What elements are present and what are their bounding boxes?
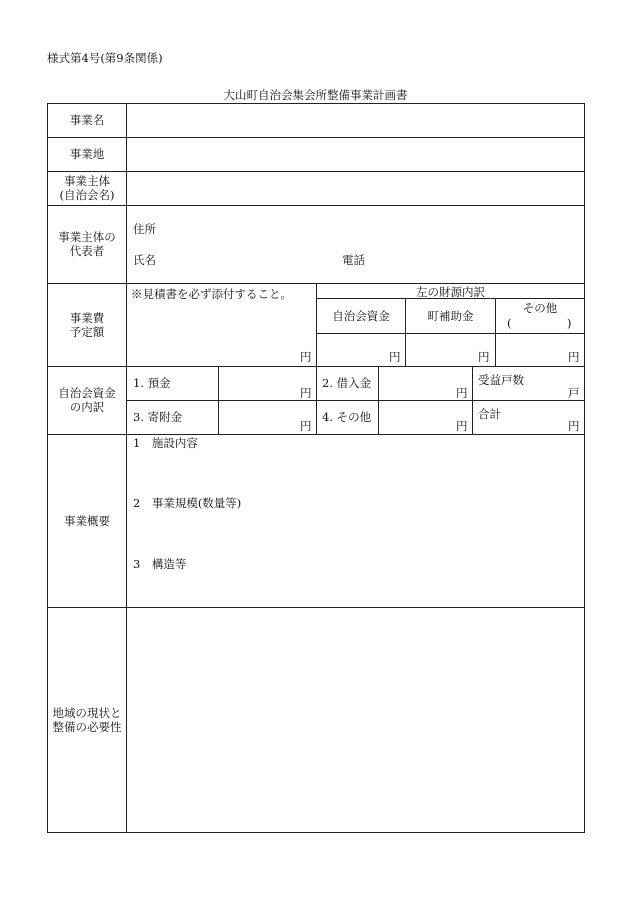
label-need-2: 整備の必要性 [52,720,122,734]
col-self-funds: 自治会資金 [332,309,390,323]
label-cost-1: 事業費 [69,311,105,325]
label-funds-1: 自治会資金 [58,386,116,400]
breakdown-header: 左の財源内訳 [416,285,485,299]
funds-donation: 3. 寄附金 [133,410,183,424]
borrowing-yen: 円 [456,386,468,400]
label-entity-2: (自治会名) [59,188,115,202]
donation-yen: 円 [300,419,312,433]
address-label: 住所 [133,222,156,236]
label-project-name: 事業名 [69,113,105,127]
name-label: 氏名 [133,253,156,267]
label-project-site: 事業地 [69,147,105,161]
households-label: 受益戸数 [478,373,524,387]
households-unit: 戸 [568,386,580,400]
label-representative-1: 事業主体の [58,230,116,244]
phone-label: 電話 [342,253,365,267]
overview-item-scale: 2 事業規模(数量等) [133,496,242,510]
label-cost-2: 予定額 [69,325,105,339]
funds-borrowing: 2. 借入金 [322,376,372,390]
entity-name-field[interactable] [127,172,584,205]
total-label: 合計 [478,407,501,421]
cost-total-yen: 円 [300,350,312,364]
col-other-paren-open: ( [507,316,512,330]
label-overview: 事業概要 [64,514,110,528]
overview-item-facility: 1 施設内容 [133,436,198,450]
project-name-field[interactable] [127,104,584,137]
label-entity-1: 事業主体 [64,174,110,188]
col-other-paren-close: ) [567,316,572,330]
form-id: 様式第4号(第9条関係) [47,51,163,65]
deposit-yen: 円 [300,386,312,400]
project-site-field[interactable] [127,138,584,171]
estimate-note: ※見積書を必ず添付すること。 [131,287,292,301]
label-funds-2: の内訳 [69,400,105,414]
total-yen: 円 [568,419,580,433]
need-description-field[interactable] [127,608,584,832]
town-subsidy-yen: 円 [478,350,490,364]
other-yen: 円 [568,350,580,364]
self-funds-yen: 円 [389,350,401,364]
page-title: 大山町自治会集会所整備事業計画書 [223,88,408,102]
label-representative-2: 代表者 [69,244,105,258]
funds-other: 4. その他 [322,410,372,424]
col-town-subsidy: 町補助金 [427,309,474,323]
col-other: その他 [522,301,558,315]
other-funds-yen: 円 [456,419,468,433]
overview-item-structure: 3 構造等 [133,557,187,571]
funds-deposit: 1. 預金 [133,376,171,390]
label-need-1: 地域の現状と [52,706,122,720]
